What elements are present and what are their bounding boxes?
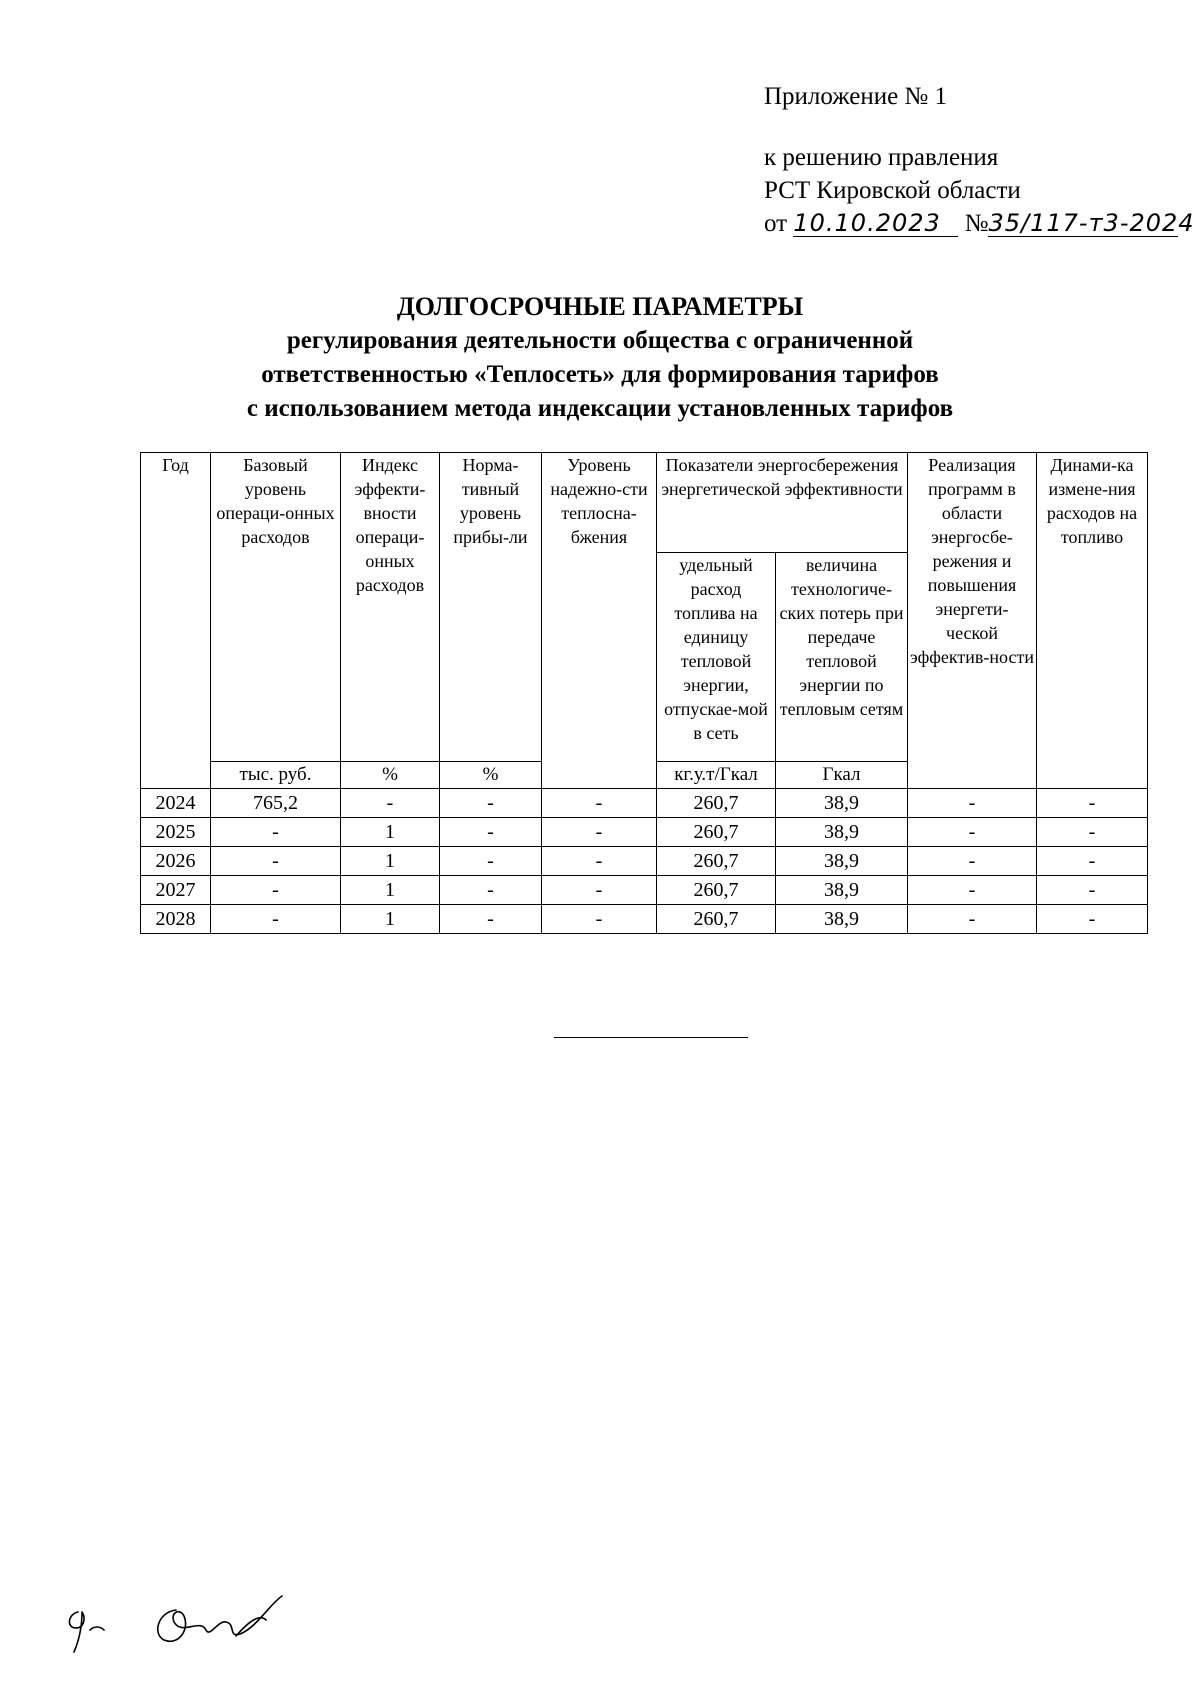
cell-base-level: - bbox=[211, 818, 341, 847]
col-reliability-header: Уровень надежно-сти теплосна-бжения bbox=[542, 453, 657, 789]
cell-normative-profit: - bbox=[440, 876, 542, 905]
cell-fuel-rate: 260,7 bbox=[657, 789, 776, 818]
cell-base-level: - bbox=[211, 905, 341, 934]
cell-year: 2026 bbox=[141, 847, 211, 876]
table-row bbox=[141, 847, 1148, 876]
cell-reliability: - bbox=[542, 876, 657, 905]
unit-fuel-rate: кг.у.т/Гкал bbox=[657, 762, 776, 789]
cell-fuel-rate: 260,7 bbox=[657, 876, 776, 905]
unit-losses: Гкал bbox=[776, 762, 908, 789]
cell-reliability: - bbox=[542, 847, 657, 876]
cell-reliability: - bbox=[542, 905, 657, 934]
cell-fuel-dynamics: - bbox=[1037, 847, 1148, 876]
cell-fuel-rate: 260,7 bbox=[657, 905, 776, 934]
cell-normative-profit: - bbox=[440, 818, 542, 847]
cell-efficiency-index: - bbox=[341, 789, 440, 818]
cell-efficiency-index: 1 bbox=[341, 847, 440, 876]
closing-divider bbox=[554, 1037, 748, 1038]
heading-line-1: регулирования деятельности общества с ограниченной bbox=[286, 327, 914, 354]
appendix-line-2: РСТ Кировской области bbox=[764, 177, 1021, 204]
cell-efficiency-index: 1 bbox=[341, 905, 440, 934]
cell-programs: - bbox=[908, 905, 1037, 934]
cell-year: 2024 bbox=[141, 789, 211, 818]
cell-losses: 38,9 bbox=[776, 847, 908, 876]
cell-normative-profit: - bbox=[440, 847, 542, 876]
appendix-block bbox=[764, 80, 1195, 240]
cell-fuel-rate: 260,7 bbox=[657, 818, 776, 847]
table-row bbox=[141, 905, 1148, 934]
cell-normative-profit: - bbox=[440, 789, 542, 818]
cell-losses: 38,9 bbox=[776, 905, 908, 934]
handwritten-signature bbox=[60, 1590, 360, 1675]
cell-fuel-rate: 260,7 bbox=[657, 847, 776, 876]
cell-year: 2025 bbox=[141, 818, 211, 847]
appendix-title: Приложение № 1 bbox=[764, 83, 948, 110]
unit-efficiency-index: % bbox=[341, 762, 440, 789]
heading-main: ДОЛГОСРОЧНЫЕ ПАРАМЕТРЫ bbox=[396, 292, 804, 321]
col-normative-profit-header: Норма-тивный уровень прибы-ли bbox=[440, 453, 542, 762]
table-row bbox=[141, 818, 1148, 847]
cell-losses: 38,9 bbox=[776, 789, 908, 818]
col-efficiency-index-header: Индекс эффекти-вности операци-онных расходов bbox=[341, 453, 440, 762]
cell-reliability: - bbox=[542, 789, 657, 818]
cell-base-level: - bbox=[211, 876, 341, 905]
document-heading bbox=[0, 290, 1200, 426]
cell-fuel-dynamics: - bbox=[1037, 818, 1148, 847]
heading-line-2: ответственностью «Теплосеть» для формирования тарифов bbox=[261, 361, 939, 388]
heading-line-3: с использованием метода индексации установленных тарифов bbox=[246, 395, 954, 422]
cell-fuel-dynamics: - bbox=[1037, 789, 1148, 818]
appendix-line-1: к решению правления bbox=[764, 144, 999, 171]
col-programs-header: Реализация программ в области энергосбе-режения и повышения энергети-ческой эффектив-ности bbox=[908, 453, 1037, 789]
unit-normative-profit: % bbox=[440, 762, 542, 789]
cell-reliability: - bbox=[542, 818, 657, 847]
col-base-level-header: Базовый уровень операци-онных расходов bbox=[211, 453, 341, 762]
col-year-header: Год bbox=[141, 453, 211, 789]
col-fuel-rate-header: удельный расход топлива на единицу тепловой энергии, отпускае-мой в сеть bbox=[657, 553, 776, 762]
cell-fuel-dynamics: - bbox=[1037, 905, 1148, 934]
cell-efficiency-index: 1 bbox=[341, 876, 440, 905]
col-losses-header: величина технологиче-ских потерь при передаче тепловой энергии по тепловым сетям bbox=[776, 553, 908, 762]
cell-programs: - bbox=[908, 789, 1037, 818]
cell-losses: 38,9 bbox=[776, 876, 908, 905]
date-prefix: от bbox=[764, 210, 788, 237]
header-row bbox=[141, 453, 1148, 553]
cell-programs: - bbox=[908, 818, 1037, 847]
col-fuel-dynamics-header: Динами-ка измене-ния расходов на топливо bbox=[1037, 453, 1148, 789]
cell-base-level: 765,2 bbox=[211, 789, 341, 818]
decision-number: 35/117-т3-2024 bbox=[988, 209, 1195, 237]
decision-date: 10.10.2023 bbox=[793, 210, 958, 237]
cell-programs: - bbox=[908, 876, 1037, 905]
cell-efficiency-index: 1 bbox=[341, 818, 440, 847]
cell-normative-profit: - bbox=[440, 905, 542, 934]
parameters-table bbox=[140, 452, 1148, 934]
cell-year: 2027 bbox=[141, 876, 211, 905]
table-row bbox=[141, 789, 1148, 818]
number-prefix: № bbox=[964, 210, 989, 237]
cell-fuel-dynamics: - bbox=[1037, 876, 1148, 905]
cell-losses: 38,9 bbox=[776, 818, 908, 847]
cell-programs: - bbox=[908, 847, 1037, 876]
col-energy-indicators-header: Показатели энергосбережения энергетической эффективности bbox=[657, 453, 908, 553]
unit-base-level: тыс. руб. bbox=[211, 762, 341, 789]
table-row bbox=[141, 876, 1148, 905]
appendix-date-line bbox=[764, 207, 1195, 240]
cell-base-level: - bbox=[211, 847, 341, 876]
cell-year: 2028 bbox=[141, 905, 211, 934]
